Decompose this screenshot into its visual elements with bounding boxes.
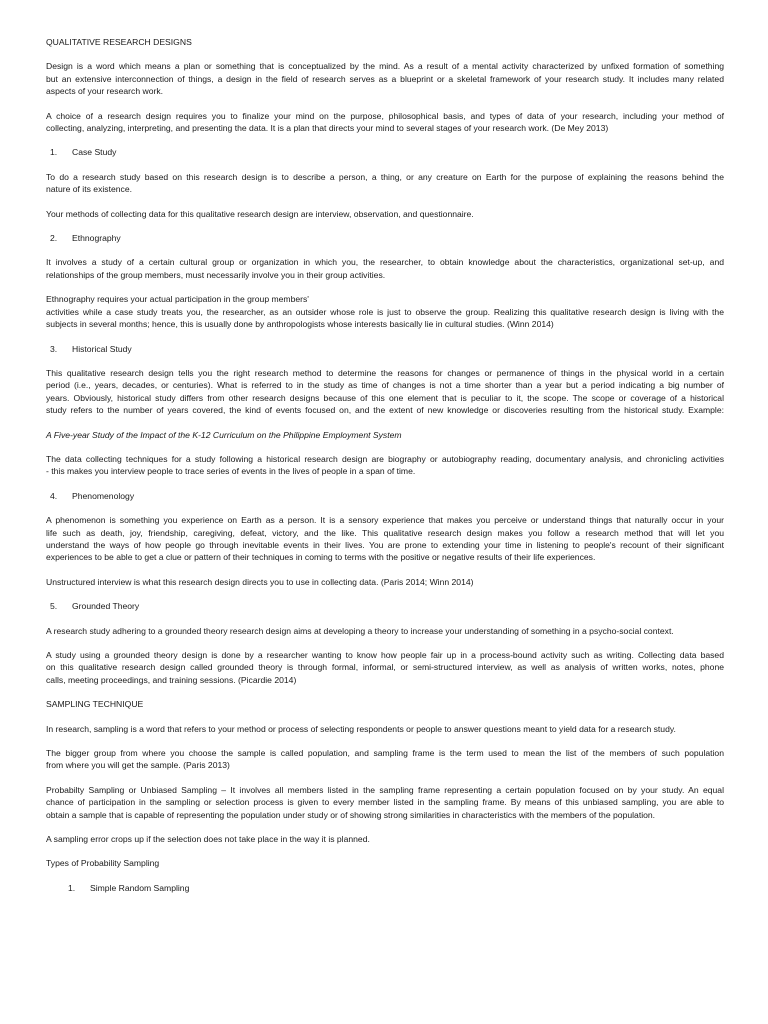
- example-title: A Five-year Study of the Impact of the K-12 Curriculum on the Philippine Employment System: [46, 429, 402, 440]
- paragraph-phenomenology-2: Unstructured interview is what this research design directs you to use in collecting data. (Paris 2014; Winn 2014): [46, 576, 474, 587]
- text-line: activities while a case study treats you, the researcher, as an outsider whose role is just to observe the group. Realizing this qualitative research design is living with the: [46, 306, 724, 317]
- text-line: on this qualitative research design called grounded theory is through formal, informal, or semi-structured interview, as well as analysis of written works, notes, phone: [46, 662, 724, 673]
- section-title: Phenomenology: [72, 490, 135, 501]
- text-line: Design is a word which means a plan or something that is conceptualized by the mind. As a result of a mental activity characterized by unfixed formation of something: [46, 61, 724, 72]
- section-heading-phenomenology: [46, 490, 724, 502]
- text-line: period (i.e., years, decades, or centuries). What is referred to in the study as time of changes is not a time shorter than a year but a period indicating a big number of: [46, 380, 724, 391]
- section-heading-ethnography: [46, 232, 724, 244]
- text-line: The bigger group from where you choose the sample is called population, and sampling frame is the term used to mean the list of the members of such population: [46, 748, 724, 759]
- paragraph-case-study-2: Your methods of collecting data for this qualitative research design are interview, observation, and questionnaire.: [46, 208, 474, 219]
- types-heading: Types of Probability Sampling: [46, 858, 160, 869]
- document-page: [46, 36, 724, 894]
- paragraph-ethnography-1: [46, 256, 724, 281]
- text-line: subjects in several months; hence, this is usually done by anthropologists whose interests basically lie in cultural studies. (Winn 2014): [46, 319, 554, 330]
- paragraph-sampling-3: [46, 784, 724, 821]
- document-title: QUALITATIVE RESEARCH DESIGNS: [46, 37, 192, 47]
- section-number: 4.: [50, 490, 58, 501]
- text-line: A phenomenon is something you experience on Earth as a person. It is a sensory experience that makes you perceive or understand things that naturally occur in your: [46, 515, 724, 526]
- paragraph-phenomenology-1: [46, 514, 724, 564]
- text-line: - this makes you interview people to trace series of events in the lives of people in a span of time.: [46, 466, 416, 477]
- section-heading-grounded-theory: [46, 600, 724, 612]
- text-line: relationships of the group members, must necessarily involve you in their group activities.: [46, 269, 386, 280]
- text-line: experiences to be able to get a clue or pattern of their techniques in coming to terms with the positive or negative results of their life experiences.: [46, 552, 596, 563]
- section-number: 5.: [50, 601, 58, 612]
- text-line: understand the ways of how people go through inevitable events in their lives. You are prone to extending your time in listening to people's recount of their significant: [46, 539, 724, 550]
- paragraph-sampling-1: In research, sampling is a word that refers to your method or process of selecting respondents or people to answer questions meant to yield data for a research study.: [46, 723, 676, 734]
- text-line: This qualitative research design tells you the right research method to determine the reasons for changes or permanence of things in the physical world in a certain: [46, 367, 724, 378]
- text-line: nature of its existence.: [46, 184, 132, 195]
- list-item-simple-random-sampling: [46, 882, 724, 894]
- paragraph-choice: [46, 110, 724, 135]
- section-number: 2.: [50, 233, 58, 244]
- section-title: Ethnography: [72, 233, 121, 244]
- text-line: obtain a sample that is capable of representing the population under study or of showing strong similarities in characteristics with the members of the population.: [46, 809, 656, 820]
- text-line: life such as death, joy, friendship, caregiving, defeat, victory, and the like. This qualitative research design makes you follow a research method that will let you: [46, 527, 724, 538]
- text-line: A choice of a research design requires you to finalize your mind on the purpose, philosophical basis, and types of data of your research, including your method of: [46, 110, 724, 121]
- text-line: years. Obviously, historical study differs from other research designs because of this one element that is peculiar to it, the scope. The scope or coverage of a historical: [46, 392, 724, 403]
- text-line: collecting, analyzing, interpreting, and presenting the data. It is a plan that directs your mind to several stages of your research work. (De Mey 2013): [46, 123, 609, 134]
- section-number: 3.: [50, 343, 58, 354]
- section-number: 1.: [50, 147, 58, 158]
- text-line: study refers to the number of years covered, the kind of events focused on, and the extent of new knowledge or discoveries resulting from the historical study. Example:: [46, 405, 724, 416]
- section-title: Historical Study: [72, 343, 132, 354]
- text-line: The data collecting techniques for a study following a historical research design are biography or autobiography reading, documentary analysis, and chronicling activities: [46, 453, 724, 464]
- paragraph-historical-2: [46, 453, 724, 478]
- paragraph-ethnography-2: [46, 293, 724, 330]
- text-line: Probabilty Sampling or Unbiased Sampling – It involves all members listed in the sampling frame representing a certain population focused on by your study. An equal: [46, 784, 724, 795]
- section-heading-historical-study: [46, 343, 724, 355]
- paragraph-grounded-1: A research study adhering to a grounded theory research design aims at developing a theory to increase your understanding of something in a psycho-social context.: [46, 625, 674, 636]
- list-item-label: Simple Random Sampling: [90, 882, 190, 893]
- section-title: Case Study: [72, 147, 117, 158]
- text-line: Ethnography requires your actual participation in the group members': [46, 294, 309, 305]
- text-line: To do a research study based on this research design is to describe a person, a thing, or any creature on Earth for the purpose of explaining the reasons behind the: [46, 171, 724, 182]
- section-title: Grounded Theory: [72, 601, 140, 612]
- paragraph-design: [46, 60, 724, 97]
- text-line: A study using a grounded theory design is done by a researcher wanting to know how people fair up in a process-bound activity such as writing. Collecting data based: [46, 650, 724, 660]
- text-line: It involves a study of a certain cultural group or organization in which you, the researcher, to obtain knowledge about the characteristics, organizational set-up, and: [46, 257, 724, 268]
- text-line: aspects of your research work.: [46, 86, 164, 97]
- paragraph-grounded-2: [46, 649, 724, 686]
- text-line: but an extensive interconnection of things, a design in the field of research serves as a blueprint or a skeletal framework of your research study. It includes many related: [46, 73, 724, 84]
- paragraph-case-study-1: [46, 171, 724, 196]
- text-line: chance of participation in the sampling or selection process is given to every member listed in the sampling frame. By means of this unbiased sampling, you are able to: [46, 797, 724, 808]
- list-number: 1.: [68, 882, 76, 893]
- section-heading-case-study: [46, 146, 724, 158]
- text-line: from where you will get the sample. (Paris 2013): [46, 760, 230, 771]
- paragraph-sampling-4: A sampling error crops up if the selection does not take place in the way it is planned.: [46, 834, 370, 845]
- paragraph-sampling-2: [46, 747, 724, 772]
- section-heading-sampling: SAMPLING TECHNIQUE: [46, 699, 144, 710]
- paragraph-historical-1: [46, 367, 724, 417]
- text-line: calls, meeting proceedings, and training sessions. (Picardie 2014): [46, 674, 297, 685]
